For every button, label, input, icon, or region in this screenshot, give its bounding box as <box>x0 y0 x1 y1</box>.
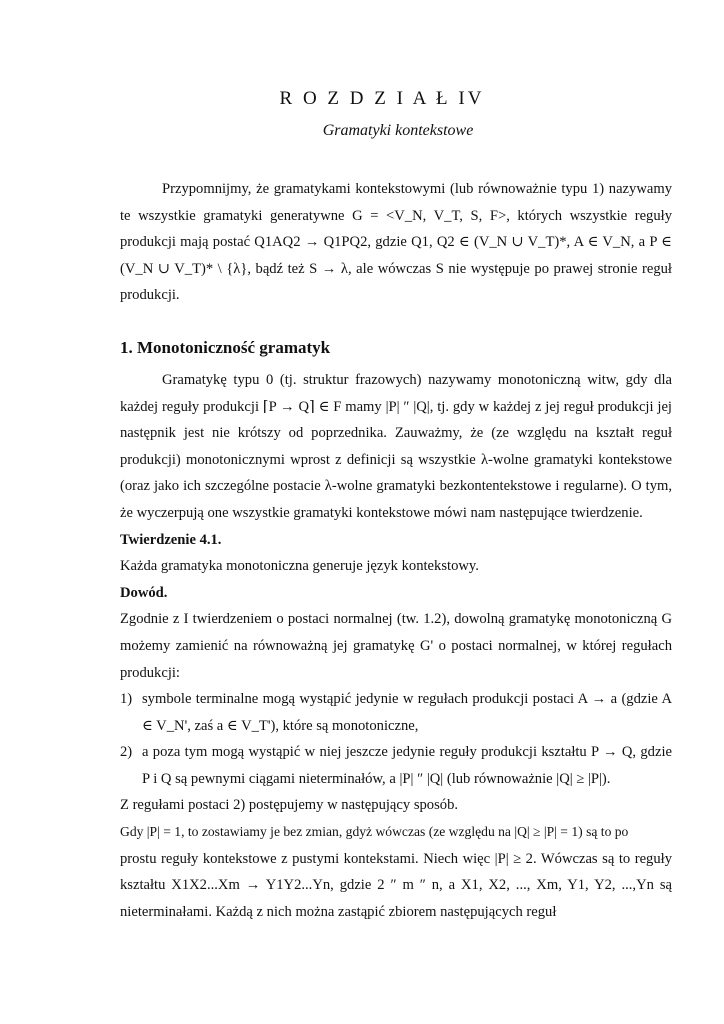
section-heading: 1. Monotoniczność gramatyk <box>120 337 331 357</box>
intro-paragraph: Przypomnijmy, że gramatykami kontekstowymi (lub równoważnie typu 1) nazywamy te wszystkie gramatyki generatywne G = <V_N, V_T, S, F>, których wszystkie reguły produkcji mają postać Q1AQ2 → Q1PQ2, gdzie Q1, Q2 ∈ (V_N ∪ V_T)*, A ∈ V_N, a P ∈ (V_N ∪ V_T)* \ {λ}, bądź też S → λ, ale wówczas S nie występuje po prawej stronie reguł produkcji. <box>120 181 672 304</box>
theorem-label: Twierdzenie 4.1. <box>120 531 222 548</box>
chapter-title: R O Z D Z I A Ł IV <box>279 88 485 109</box>
list-item-number: 2) <box>120 744 133 761</box>
proof-label: Dowód. <box>120 584 168 601</box>
list-item <box>120 739 672 792</box>
case-p-at-least-two: prostu reguły kontekstowe z pustymi kontekstami. Niech więc |P| ≥ 2. Wówczas są to reguły kształtu X1X2...Xm → Y1Y2...Yn, gdzie 2 ″ m ″ n, a X1, X2, ..., Xm, Y1, Y2, ...,Yn są nieterminałami. Każdą z nich można zastąpić zbiorem następujących reguł <box>120 850 672 920</box>
after-list-text: Z regułami postaci 2) postępujemy w następujący sposób. <box>120 797 459 814</box>
proof-intro: Zgodnie z I twierdzeniem o postaci normalnej (tw. 1.2), dowolną gramatykę monotoniczną G możemy zamienić na równoważną jej gramatykę G' o postaci normalnej, w której regułach produkcji: <box>120 611 672 681</box>
document-body <box>120 176 672 925</box>
list-item <box>120 686 672 739</box>
list-item-number: 1) <box>120 691 133 708</box>
list-item-text: symbole terminalne mogą wystąpić jedynie w regułach produkcji postaci A → a (gdzie A ∈ V_N', zaś a ∈ V_T'), które są monotoniczne, <box>142 691 672 734</box>
monotonic-paragraph: Gramatykę typu 0 (tj. struktur frazowych) nazywamy monotoniczną witw, gdy dla każdej reguły produkcji ⌈P → Q⌉ ∈ F mamy |P| ″ |Q|, tj. gdy w każdej z jej reguł produkcji jej następnik jest nie krótszy od poprzednika. Zauważmy, że (ze względu na kształt reguł produkcji) monotonicznymi wprost z definicji są wszystkie λ-wolne gramatyki kontekstowe (oraz jako ich szczególne postacie λ-wolne gramatyki bezkontentekstowe i regularne). O tym, że wyczerpują one wszystkie gramatyki kontekstowe mówi nam następujące twierdzenie. <box>120 371 672 521</box>
theorem-text: Każda gramatyka monotoniczna generuje język kontekstowy. <box>120 558 479 575</box>
case-p-equals-one: Gdy |P| = 1, to zostawiamy je bez zmian, gdyż wówczas (ze względu na |Q| ≥ |P| = 1) są to po <box>120 824 629 840</box>
list-item-text: a poza tym mogą wystąpić w niej jeszcze jedynie reguły produkcji kształtu P → Q, gdzie P i Q są pewnymi ciągami nieterminałów, a |P| ″ |Q| (lub równoważnie |Q| ≥ |P|). <box>142 744 672 787</box>
rule-list <box>120 686 672 792</box>
chapter-subtitle: Gramatyki kontekstowe <box>322 122 474 139</box>
